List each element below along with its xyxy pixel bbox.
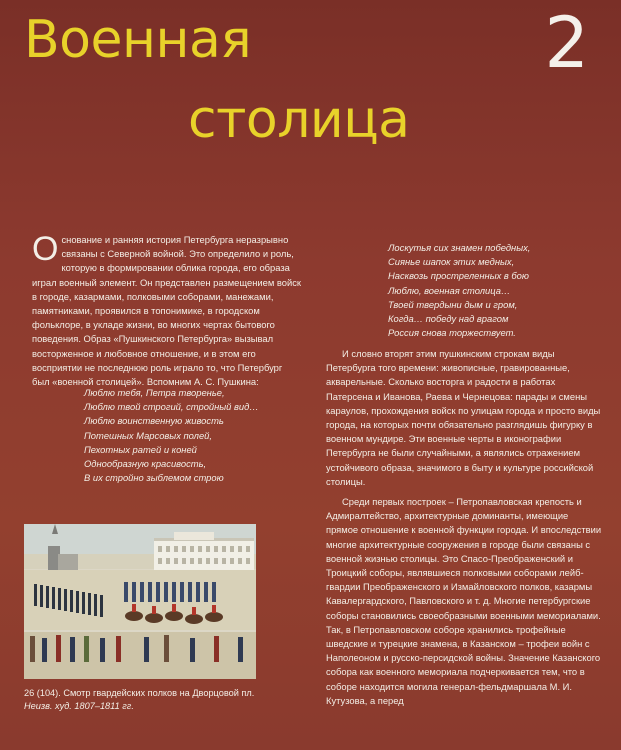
body-paragraph-1: И словно вторят этим пушкинским строкам виды Петербурга того времени: живописные, гравированные, акварельные. Сколько восторга и радости в работах Патерсена и Иванова, Раева и Чернецова: парады и смены караулов, прохождения войск по улицам города и просто виды города, на которых почти обязательно разглядишь фигурку в военном мундире. Эти военные черты в иконографии Петербурга не были случайными, а являлись отражением устойчивого образа, значимого в быту и культуре российской столицы.: [326, 348, 601, 487]
poem-excerpt-right: [388, 241, 530, 340]
poem-line: Твоей твердыни дым и гром,: [388, 298, 518, 310]
poem-line: Пехотных ратей и коней: [84, 443, 197, 455]
poem-excerpt-left: [84, 386, 259, 485]
poem-line: Однообразную красивость,: [84, 458, 207, 470]
caption-credit: Неизв. худ. 1807–1811 гг.: [24, 701, 134, 711]
intro-paragraph: [32, 230, 302, 389]
poem-line: Люблю, военная столица…: [388, 284, 511, 296]
poem-line: Сиянье шапок этих медных,: [388, 256, 515, 268]
chapter-title-line-2: столица: [188, 90, 410, 150]
poem-line: Люблю тебя, Петра творенье,: [84, 387, 225, 398]
poem-line: В их стройно зыблемом строю: [84, 472, 224, 484]
poem-line: Россия снова торжествует.: [388, 327, 516, 339]
chapter-title-line-1: Военная: [24, 10, 252, 70]
figure-caption: [24, 687, 274, 713]
right-text-column: [326, 347, 602, 708]
poem-line: Люблю твой строгий, стройный вид…: [84, 401, 259, 413]
parade-painting: [24, 524, 256, 679]
chapter-number: 2: [544, 2, 589, 84]
poem-line: Когда… победу над врагом: [388, 313, 509, 325]
poem-line: Лоскутья сих знамен победных,: [388, 242, 531, 253]
poem-line: Люблю воинственную живость: [84, 415, 224, 427]
drop-cap: О: [32, 230, 59, 268]
intro-paragraph-text: снование и ранняя история Петербурга неразрывно связаны с Северной войной. Это определило и роль, которую в формировании облика города, его образа играл военный элемент. Он представлен размещением войск в городе, казармами, полковыми соборами, манежами, памятниками, проявился в топонимике, в городском фольклоре, в укладе жизни, во многих чертах бытового поведения. Образ «Пушкинского Петербурга» вызывал восторженное и любовное отношение, и в этом его восприятии не последнюю роль играло то, что Петербург был «военной столицей». Вспомним А. С. Пушкина:: [32, 234, 302, 388]
left-text-column: [32, 230, 302, 389]
body-paragraph-2: Среди первых построек – Петропавловская крепость и Адмиралтейство, архитектурные доминанты, имеющие прямое отношение к военной функции города. И впоследствии многие архитектурные сооружения в городе были связаны с военной жизнью столицы. Это Спасо-Преображенский и Троицкий соборы, являвшиеся полковыми соборами лейб-гвардии Преображенского и Измайловского полков, казармы Кавалергардского, Павловского и т. д. Многие петербургские соборы становились своеобразными военными мемориалами. Так, в Петропавловском соборе хранились трофейные шведские и турецкие знамена, в Казанском – трофеи войн с Наполеоном и русско-персидской войны. Значение Казанского собора как военного мемориала подчеркивается тем, что в соборе находится могила генерал-фельдмаршала М. И. Кутузова, а перед: [326, 496, 602, 706]
poem-line: Насквозь простреленных в бою: [388, 270, 529, 282]
poem-line: Потешных Марсовых полей,: [84, 429, 212, 441]
caption-title: 26 (104). Смотр гвардейских полков на Дворцовой пл.: [24, 688, 255, 698]
